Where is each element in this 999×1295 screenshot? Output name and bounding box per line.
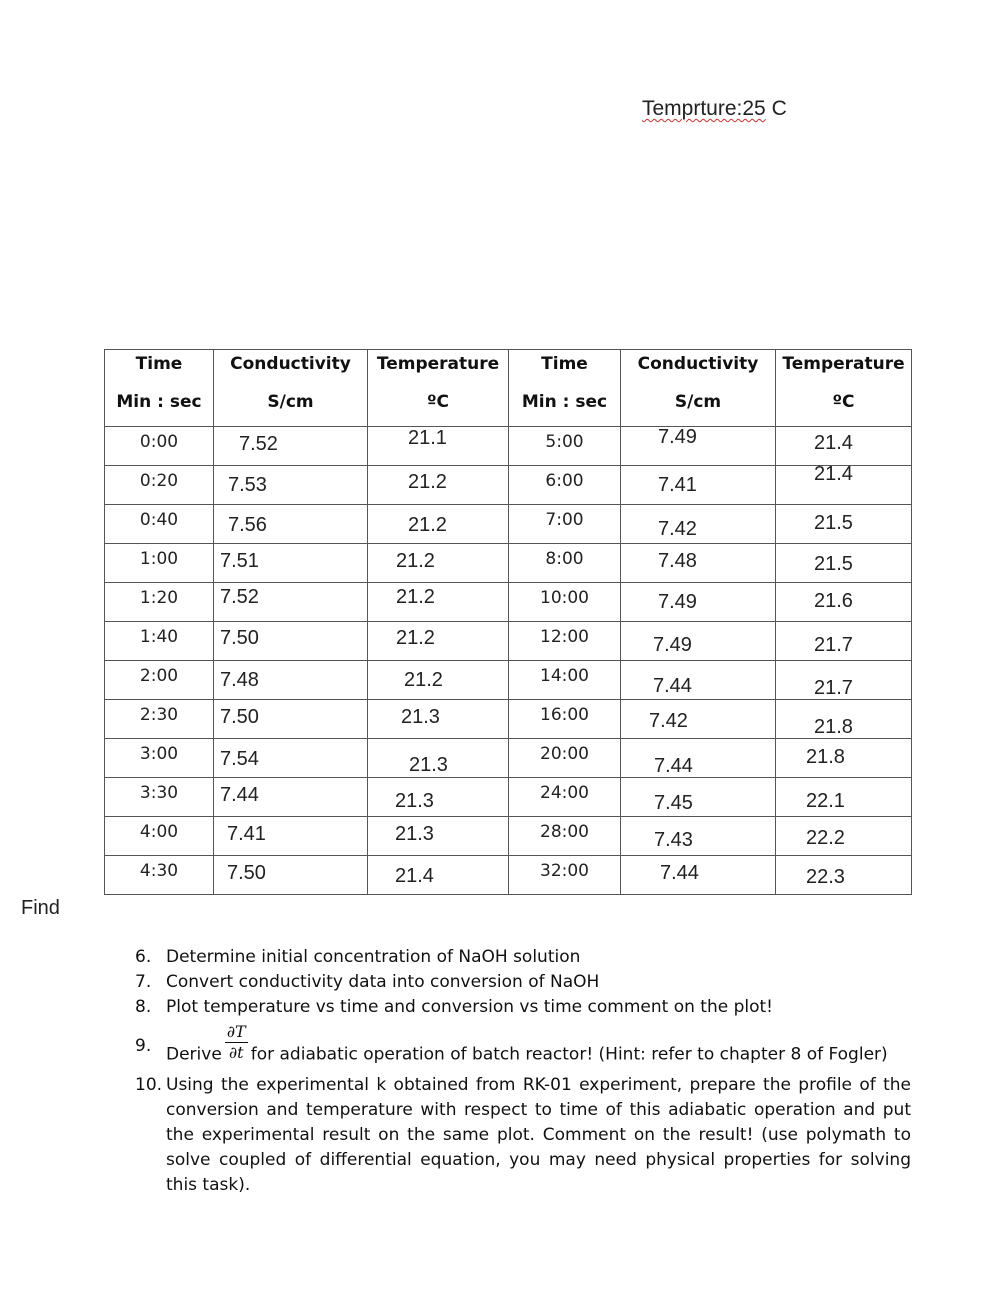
conductivity-cell xyxy=(214,778,368,817)
table-row xyxy=(105,544,912,583)
conductivity-cell xyxy=(621,778,776,817)
temperature-cell xyxy=(776,817,912,856)
time-value: 28:00 xyxy=(540,822,589,842)
time-cell xyxy=(105,661,214,700)
table-row xyxy=(105,427,912,466)
conductivity-cell xyxy=(214,661,368,700)
time-value: 3:00 xyxy=(139,744,179,764)
conductivity-cell xyxy=(214,817,368,856)
task-item: 8. Plot temperature vs time and conversion vs time comment on the plot! xyxy=(135,997,773,1017)
time-cell xyxy=(105,739,214,778)
temperature-cell xyxy=(368,427,509,466)
table-row xyxy=(105,817,912,856)
time-cell xyxy=(509,739,621,778)
time-cell xyxy=(509,778,621,817)
temperature-value: 21.5 xyxy=(814,512,853,534)
conductivity-cell xyxy=(621,700,776,739)
conductivity-cell xyxy=(214,700,368,739)
temperature-value: 22.1 xyxy=(806,790,845,812)
temperature-value: 21.2 xyxy=(408,471,447,493)
data-table xyxy=(104,349,912,895)
table-row xyxy=(105,505,912,544)
table-row xyxy=(105,856,912,895)
time-value: 14:00 xyxy=(540,666,589,686)
temperature-cell xyxy=(776,505,912,544)
time-cell xyxy=(105,505,214,544)
conductivity-value: 7.49 xyxy=(653,634,692,656)
temperature-value: 21.7 xyxy=(814,677,853,699)
conductivity-cell xyxy=(621,427,776,466)
conductivity-cell xyxy=(621,817,776,856)
temperature-cell xyxy=(776,739,912,778)
conductivity-value: 7.48 xyxy=(220,669,259,691)
table-row xyxy=(105,466,912,505)
conductivity-value: 7.48 xyxy=(658,550,697,572)
time-value: 32:00 xyxy=(540,861,589,881)
temperature-value: 21.2 xyxy=(396,586,435,608)
temperature-value: 22.2 xyxy=(806,827,845,849)
temperature-cell xyxy=(776,583,912,622)
find-label: Find xyxy=(21,897,60,919)
time-value: 2:30 xyxy=(139,705,179,725)
temperature-note xyxy=(642,97,787,121)
temperature-note-unit: C xyxy=(771,97,787,120)
temperature-value: 21.8 xyxy=(814,716,853,738)
temperature-cell xyxy=(368,856,509,895)
temperature-value: 22.3 xyxy=(806,866,845,888)
temperature-note-label: Temprture:25 xyxy=(642,97,766,120)
temperature-cell xyxy=(368,700,509,739)
time-cell xyxy=(105,778,214,817)
conductivity-value: 7.50 xyxy=(220,627,259,649)
header-temperature-2: Temperature ºC xyxy=(776,350,912,427)
temperature-value: 21.4 xyxy=(395,865,434,887)
task-item: 9. Derive $\frac{\partial T}{\partial t}$ for adiabatic operation of batch reactor! (Hint: refer to chapter 8 of Fogler) xyxy=(135,1022,888,1065)
temperature-value: 21.1 xyxy=(408,427,447,449)
conductivity-cell xyxy=(214,583,368,622)
conductivity-cell xyxy=(214,856,368,895)
time-cell xyxy=(105,583,214,622)
temperature-cell xyxy=(776,778,912,817)
header-conductivity-2: Conductivity S/cm xyxy=(621,350,776,427)
temperature-cell xyxy=(776,463,912,505)
temperature-value: 21.2 xyxy=(396,627,435,649)
temperature-cell xyxy=(368,778,509,817)
conductivity-value: 7.44 xyxy=(654,755,693,777)
table-row xyxy=(105,661,912,700)
temperature-value: 21.6 xyxy=(814,590,853,612)
conductivity-cell xyxy=(621,583,776,622)
time-cell xyxy=(105,622,214,661)
time-value: 0:40 xyxy=(139,510,179,530)
time-cell xyxy=(105,856,214,895)
time-cell xyxy=(105,817,214,856)
conductivity-cell xyxy=(621,622,776,661)
conductivity-cell xyxy=(214,427,368,466)
conductivity-value: 7.54 xyxy=(220,748,259,770)
conductivity-value: 7.44 xyxy=(660,862,699,884)
time-cell xyxy=(509,466,621,505)
task-item: 10. Using the experimental k obtained from RK-01 experiment, prepare the profile of the conversion and temperature with respect to time of this adiabatic operation and put the experimental result on the same plot. Comment on the result! (use polymath to solve coupled of differential equation, you may need physical properties for solving this task). xyxy=(135,1075,911,1195)
time-cell xyxy=(509,817,621,856)
temperature-cell xyxy=(776,544,912,583)
conductivity-value: 7.50 xyxy=(227,862,266,884)
conductivity-value: 7.49 xyxy=(658,426,697,448)
conductivity-cell xyxy=(214,544,368,583)
header-time-2: Time Min : sec xyxy=(509,350,621,427)
temperature-value: 21.8 xyxy=(806,746,845,768)
temperature-cell xyxy=(368,739,509,778)
time-value: 24:00 xyxy=(540,783,589,803)
temperature-cell xyxy=(368,661,509,700)
time-value: 10:00 xyxy=(540,588,589,608)
task-item: 7. Convert conductivity data into conversion of NaOH xyxy=(135,972,600,992)
temperature-cell xyxy=(368,622,509,661)
temperature-value: 21.2 xyxy=(404,669,443,691)
time-cell xyxy=(509,622,621,661)
time-value: 4:00 xyxy=(139,822,179,842)
temperature-cell xyxy=(368,505,509,544)
time-value: 0:20 xyxy=(139,471,179,491)
conductivity-cell xyxy=(621,466,776,505)
time-value: 1:00 xyxy=(139,549,179,569)
table-row xyxy=(105,778,912,817)
temperature-cell xyxy=(776,622,912,661)
conductivity-value: 7.44 xyxy=(220,784,259,806)
temperature-value: 21.3 xyxy=(395,790,434,812)
table-row xyxy=(105,739,912,778)
time-cell xyxy=(105,427,214,466)
conductivity-cell xyxy=(214,739,368,778)
time-value: 1:20 xyxy=(139,588,179,608)
conductivity-cell xyxy=(621,856,776,895)
time-cell xyxy=(105,700,214,739)
time-value: 6:00 xyxy=(545,471,584,491)
conductivity-value: 7.50 xyxy=(220,706,259,728)
table-row xyxy=(105,700,912,739)
task-list xyxy=(135,945,911,1198)
conductivity-value: 7.52 xyxy=(239,433,278,455)
conductivity-value: 7.43 xyxy=(654,829,693,851)
header-temperature-1: Temperature ºC xyxy=(368,350,509,427)
conductivity-value: 7.41 xyxy=(658,474,697,496)
header-time-1: Time Min : sec xyxy=(105,350,214,427)
conductivity-value: 7.53 xyxy=(228,474,267,496)
time-value: 7:00 xyxy=(545,510,584,530)
temperature-value: 21.5 xyxy=(814,553,853,575)
conductivity-value: 7.45 xyxy=(654,792,693,814)
temperature-value: 21.4 xyxy=(814,432,853,454)
time-cell xyxy=(509,661,621,700)
conductivity-value: 7.41 xyxy=(227,823,266,845)
time-value: 16:00 xyxy=(540,705,589,725)
temperature-cell xyxy=(368,544,509,583)
conductivity-cell xyxy=(621,661,776,700)
temperature-cell xyxy=(776,700,912,739)
conductivity-cell xyxy=(214,466,368,505)
time-value: 8:00 xyxy=(545,549,584,569)
time-cell xyxy=(509,583,621,622)
conductivity-cell xyxy=(621,544,776,583)
conductivity-value: 7.51 xyxy=(220,550,259,572)
conductivity-cell xyxy=(214,505,368,544)
conductivity-value: 7.42 xyxy=(658,518,697,540)
time-value: 2:00 xyxy=(139,666,179,686)
table-row xyxy=(105,622,912,661)
conductivity-cell xyxy=(214,622,368,661)
conductivity-cell xyxy=(621,505,776,544)
temperature-value: 21.3 xyxy=(409,754,448,776)
time-value: 0:00 xyxy=(139,432,179,452)
time-value: 20:00 xyxy=(540,744,589,764)
time-cell xyxy=(509,544,621,583)
time-cell xyxy=(105,466,214,505)
conductivity-value: 7.49 xyxy=(658,591,697,613)
time-value: 12:00 xyxy=(540,627,589,647)
task-item: 6. Determine initial concentration of NaOH solution xyxy=(135,947,581,967)
time-value: 1:40 xyxy=(139,627,179,647)
temperature-cell xyxy=(368,466,509,505)
header-conductivity-1: Conductivity S/cm xyxy=(214,350,368,427)
conductivity-value: 7.44 xyxy=(653,675,692,697)
time-cell xyxy=(509,505,621,544)
temperature-value: 21.3 xyxy=(395,823,434,845)
conductivity-value: 7.56 xyxy=(228,514,267,536)
time-cell xyxy=(509,700,621,739)
time-cell xyxy=(509,427,621,466)
conductivity-value: 7.42 xyxy=(649,710,688,732)
conductivity-cell xyxy=(621,739,776,778)
time-cell xyxy=(509,856,621,895)
temperature-cell xyxy=(776,856,912,895)
temperature-cell xyxy=(368,817,509,856)
time-value: 5:00 xyxy=(545,432,584,452)
time-value: 4:30 xyxy=(139,861,179,881)
temperature-value: 21.3 xyxy=(401,706,440,728)
temperature-cell xyxy=(776,661,912,700)
conductivity-value: 7.52 xyxy=(220,586,259,608)
table-row xyxy=(105,583,912,622)
time-value: 3:30 xyxy=(139,783,179,803)
temperature-cell xyxy=(368,583,509,622)
temperature-value: 21.2 xyxy=(396,550,435,572)
table-header-row xyxy=(105,350,912,427)
temperature-value: 21.7 xyxy=(814,634,853,656)
partial-derivative-fraction: $\frac{\partial T}{\partial t}$ xyxy=(226,1022,246,1062)
temperature-cell xyxy=(776,427,912,466)
temperature-value: 21.4 xyxy=(814,463,853,485)
time-cell xyxy=(105,544,214,583)
temperature-value: 21.2 xyxy=(408,514,447,536)
